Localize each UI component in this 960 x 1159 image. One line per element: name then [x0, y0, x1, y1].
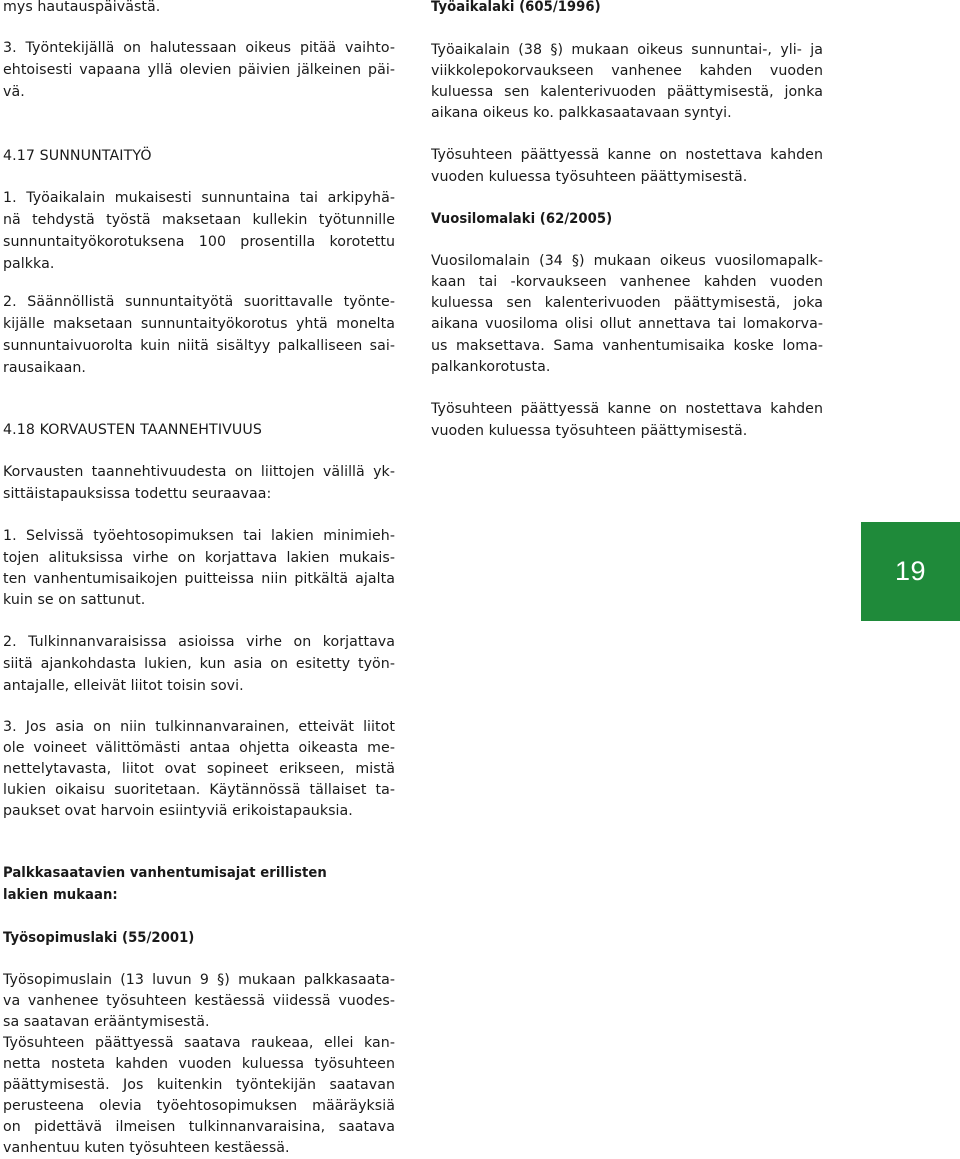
text-line: kuin se on sattunut.	[3, 592, 146, 608]
text-line: Vuosilomalain (34 §) mukaan oikeus vuosilomapalk-	[431, 253, 823, 269]
text-line: Työsuhteen päättyessä saatava raukeaa, ellei kan-	[3, 1035, 395, 1051]
text-line: siitä ajankohdasta lukien, kun asia on esitetty työn-	[3, 656, 395, 672]
text-line: us maksettava. Sama vanhentumisaika koske loma-	[431, 338, 823, 354]
text-line: rausaikaan.	[3, 360, 86, 376]
text-line: 1. Työaikalain mukaisesti sunnuntaina tai arkipyhä-	[3, 190, 395, 206]
text-line: aikana oikeus ko. palkkasaatavaan syntyi.	[431, 105, 732, 121]
text-line: Työsopimuslain (13 luvun 9 §) mukaan palkkasaata-	[3, 972, 395, 988]
text-line: 1. Selvissä työehtosopimuksen tai lakien minimieh-	[3, 528, 395, 544]
text-line: viikkolepokorvaukseen vanhenee kahden vuoden	[431, 63, 823, 79]
text-line: tojen alituksissa virhe on korjattava lakien mukais-	[3, 550, 395, 566]
text-line: netta nosteta kahden vuoden kuluessa työsuhteen	[3, 1056, 395, 1072]
text-line: sittäistapauksissa todettu seuraavaa:	[3, 486, 272, 502]
text-line: antajalle, elleivät liitot toisin sovi.	[3, 678, 244, 694]
text-line: 3. Työntekijällä on halutessaan oikeus pitää vaihto-	[3, 40, 395, 56]
text-line: sa saatavan erääntymisestä.	[3, 1014, 210, 1030]
text-line: kijälle maksetaan sunnuntaityökorotus yhtä monelta	[3, 316, 395, 332]
section-heading: Palkkasaatavien vanhentumisajat erillisten	[3, 865, 327, 881]
text-line: ehtoisesti vapaana yllä olevien päivien jälkeinen päi-	[3, 62, 395, 78]
text-line: palkankorotusta.	[431, 359, 551, 375]
text-line: Korvausten taannehtivuudesta on liittojen välillä yk-	[3, 464, 395, 480]
text-line: on pidettävä ilmeisen tulkinnanvaraisina, saatava	[3, 1119, 395, 1135]
text-line: sunnuntaivuorolta kuin niitä sisältyy palkalliseen sai-	[3, 338, 395, 354]
section-heading: Työaikalaki (605/1996)	[431, 0, 601, 15]
text-line: kaan tai -korvaukseen vanhenee kahden vuoden	[431, 274, 823, 290]
text-line: ole voineet välittömästi antaa ohjetta oikeasta me-	[3, 740, 395, 756]
section-heading: lakien mukaan:	[3, 887, 118, 903]
text-line: Työsuhteen päättyessä kanne on nostettava kahden	[431, 147, 823, 163]
text-line: vanhentuu kuten työsuhteen kestäessä.	[3, 1140, 290, 1156]
text-line: sunnuntaityökorotuksena 100 prosentilla korotettu	[3, 234, 395, 250]
text-line: paukset ovat harvoin esiintyviä erikoistapauksia.	[3, 803, 353, 819]
section-heading: 4.17 SUNNUNTAITYÖ	[3, 148, 152, 164]
text-line: vuoden kuluessa työsuhteen päättymisestä.	[431, 169, 748, 185]
section-heading: Työsopimuslaki (55/2001)	[3, 930, 195, 946]
text-line: päättymisestä. Jos kuitenkin työntekijän saatavan	[3, 1077, 395, 1093]
text-line: aikana vuosiloma olisi ollut annettava tai lomakorva-	[431, 316, 823, 332]
text-line: kuluessa sen kalenterivuoden päättymisestä, joka	[431, 295, 823, 311]
text-line: palkka.	[3, 256, 55, 272]
text-line: mys hautauspäivästä.	[3, 0, 161, 15]
text-line: ten vanhentumisaikojen puitteissa niin pitkältä ajalta	[3, 571, 395, 587]
text-line: 3. Jos asia on niin tulkinnanvarainen, etteivät liitot	[3, 719, 395, 735]
text-line: perusteena olevia työehtosopimuksen määräyksiä	[3, 1098, 395, 1114]
text-line: va vanhenee työsuhteen kestäessä viidessä vuodes-	[3, 993, 395, 1009]
text-line: vuoden kuluessa työsuhteen päättymisestä.	[431, 423, 748, 439]
text-line: 2. Tulkinnanvaraisissa asioissa virhe on korjattava	[3, 634, 395, 650]
section-heading: 4.18 KORVAUSTEN TAANNEHTIVUUS	[3, 422, 262, 438]
text-line: 2. Säännöllistä sunnuntaityötä suorittavalle työnte-	[3, 294, 395, 310]
page-number-tab	[861, 522, 960, 621]
text-line: Työsuhteen päättyessä kanne on nostettava kahden	[431, 401, 823, 417]
text-line: lukien oikaisu suoritetaan. Käytännössä tällaiset ta-	[3, 782, 395, 798]
text-line: kuluessa sen kalenterivuoden päättymisestä, jonka	[431, 84, 823, 100]
text-line: nettelytavasta, liitot ovat sopineet erikseen, mistä	[3, 761, 395, 777]
text-line: Työaikalain (38 §) mukaan oikeus sunnuntai-, yli- ja	[431, 42, 823, 58]
page-number: 19	[894, 556, 927, 586]
text-line: nä tehdystä työstä maksetaan kullekin työtunnille	[3, 212, 395, 228]
text-line: vä.	[3, 84, 25, 100]
section-heading: Vuosilomalaki (62/2005)	[431, 211, 613, 227]
